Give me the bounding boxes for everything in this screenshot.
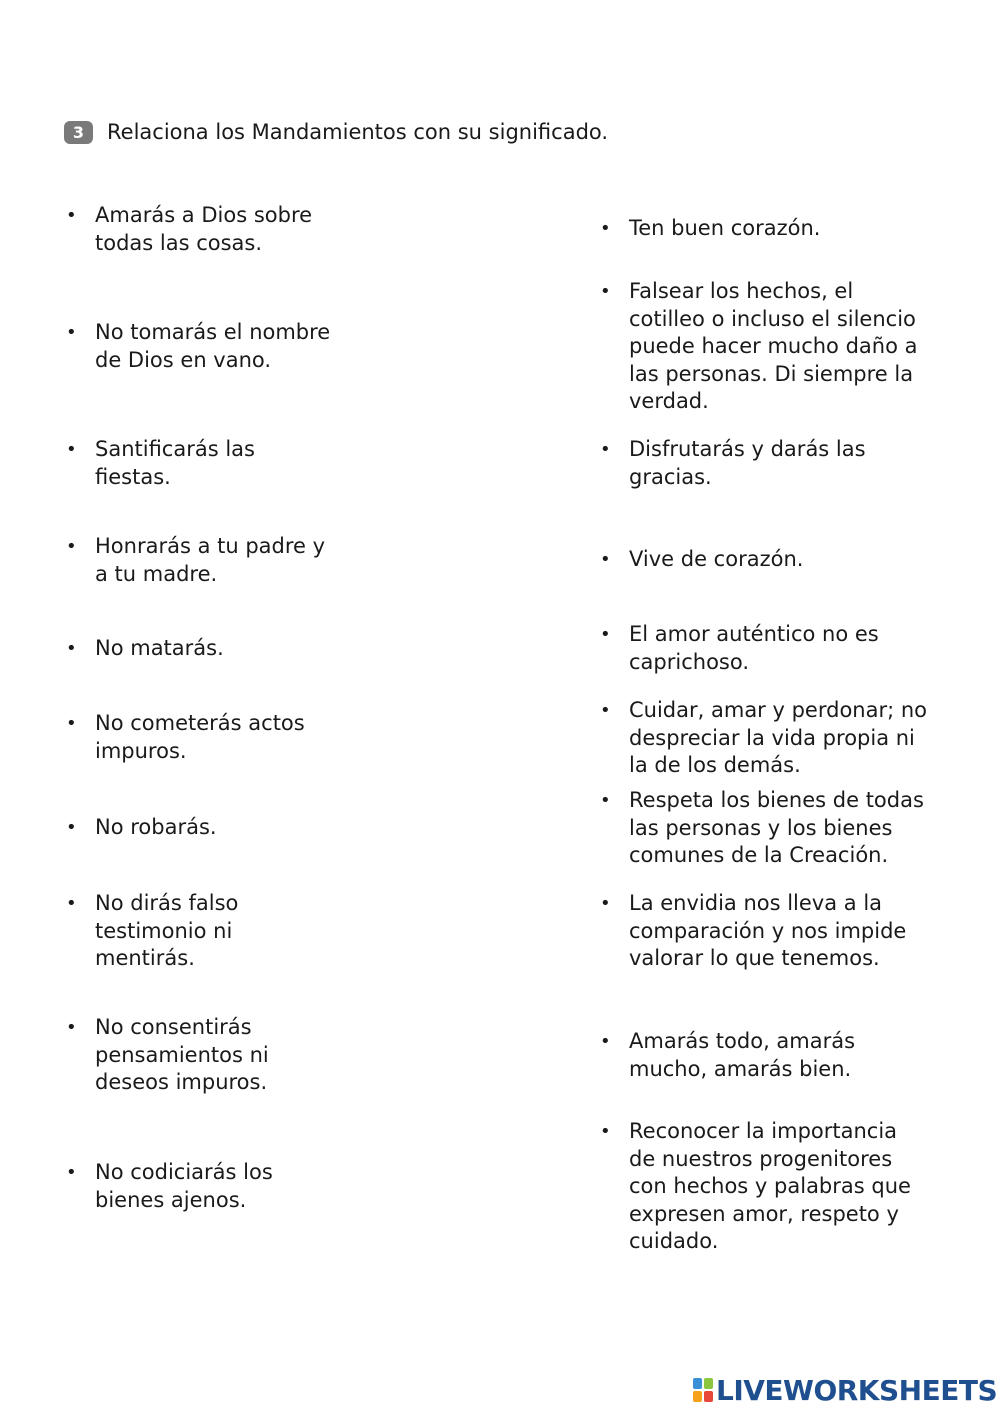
meaning-text: Amarás todo, amarás mucho, amarás bien. (629, 1029, 856, 1081)
meaning-item[interactable] (598, 697, 939, 780)
meaning-item[interactable] (598, 215, 939, 243)
meaning-item[interactable] (598, 787, 939, 870)
commandment-text: No matarás. (95, 636, 224, 660)
liveworksheets-logo-icon (693, 1378, 713, 1402)
commandment-text: Amarás a Dios sobre todas las cosas. (95, 203, 313, 255)
bullet: • (66, 536, 77, 557)
commandment-item[interactable] (64, 533, 355, 588)
meaning-item[interactable] (598, 546, 939, 574)
instruction (64, 118, 608, 146)
bullet: • (600, 218, 611, 239)
bullet: • (600, 1121, 611, 1142)
commandment-item[interactable] (64, 1159, 355, 1214)
bullet: • (66, 322, 77, 343)
meaning-text: Cuidar, amar y perdonar; no despreciar la vida propia ni la de los demás. (629, 698, 928, 777)
commandment-text: Honrarás a tu padre y a tu madre. (95, 534, 326, 586)
bullet: • (600, 700, 611, 721)
commandment-text: No codiciarás los bienes ajenos. (95, 1160, 273, 1212)
commandment-text: No tomarás el nombre de Dios en vano. (95, 320, 331, 372)
bullet: • (66, 439, 77, 460)
meaning-text: Vive de corazón. (629, 547, 804, 571)
commandment-item[interactable] (64, 890, 355, 973)
commandment-item[interactable] (64, 710, 355, 765)
commandment-text: Santificarás las fiestas. (95, 437, 255, 489)
meaning-item[interactable] (598, 890, 939, 973)
meaning-item[interactable] (598, 1028, 939, 1083)
commandment-text: No cometerás actos impuros. (95, 711, 305, 763)
commandment-text: No consentirás pensamientos ni deseos impuros. (95, 1015, 269, 1094)
meaning-text: El amor auténtico no es caprichoso. (629, 622, 879, 674)
bullet: • (600, 439, 611, 460)
commandment-item[interactable] (64, 635, 355, 663)
bullet: • (600, 281, 611, 302)
bullet: • (66, 1017, 77, 1038)
meaning-text: Reconocer la importancia de nuestros progenitores con hechos y palabras que expresen amor, respeto y cuidado. (629, 1119, 911, 1253)
commandment-item[interactable] (64, 202, 355, 257)
bullet: • (66, 713, 77, 734)
bullet: • (66, 1162, 77, 1183)
meaning-text: Falsear los hechos, el cotilleo o incluso el silencio puede hacer mucho daño a las personas. Di siempre la verdad. (629, 279, 918, 413)
meaning-text: Disfrutarás y darás las gracias. (629, 437, 866, 489)
meaning-item[interactable] (598, 621, 939, 676)
meaning-text: Ten buen corazón. (629, 216, 821, 240)
meaning-text: Respeta los bienes de todas las personas y los bienes comunes de la Creación. (629, 788, 924, 867)
bullet: • (600, 624, 611, 645)
bullet: • (66, 205, 77, 226)
commandment-item[interactable] (64, 1014, 355, 1097)
bullet: • (600, 893, 611, 914)
bullet: • (600, 549, 611, 570)
meaning-text: La envidia nos lleva a la comparación y nos impide valorar lo que tenemos. (629, 891, 907, 970)
exercise-number-badge: 3 (64, 121, 93, 144)
meaning-item[interactable] (598, 278, 939, 416)
instruction-text: Relaciona los Mandamientos con su significado. (107, 120, 609, 144)
meaning-item[interactable] (598, 436, 939, 491)
bullet: • (600, 790, 611, 811)
meaning-item[interactable] (598, 1118, 939, 1256)
bullet: • (66, 638, 77, 659)
bullet: • (600, 1031, 611, 1052)
commandment-item[interactable] (64, 814, 355, 842)
commandment-text: No dirás falso testimonio ni mentirás. (95, 891, 239, 970)
commandment-text: No robarás. (95, 815, 217, 839)
bullet: • (66, 817, 77, 838)
bullet: • (66, 893, 77, 914)
liveworksheets-logo[interactable] (693, 1374, 997, 1406)
commandment-item[interactable] (64, 319, 355, 374)
commandment-item[interactable] (64, 436, 355, 491)
logo-text: LIVEWORKSHEETS (716, 1373, 998, 1407)
